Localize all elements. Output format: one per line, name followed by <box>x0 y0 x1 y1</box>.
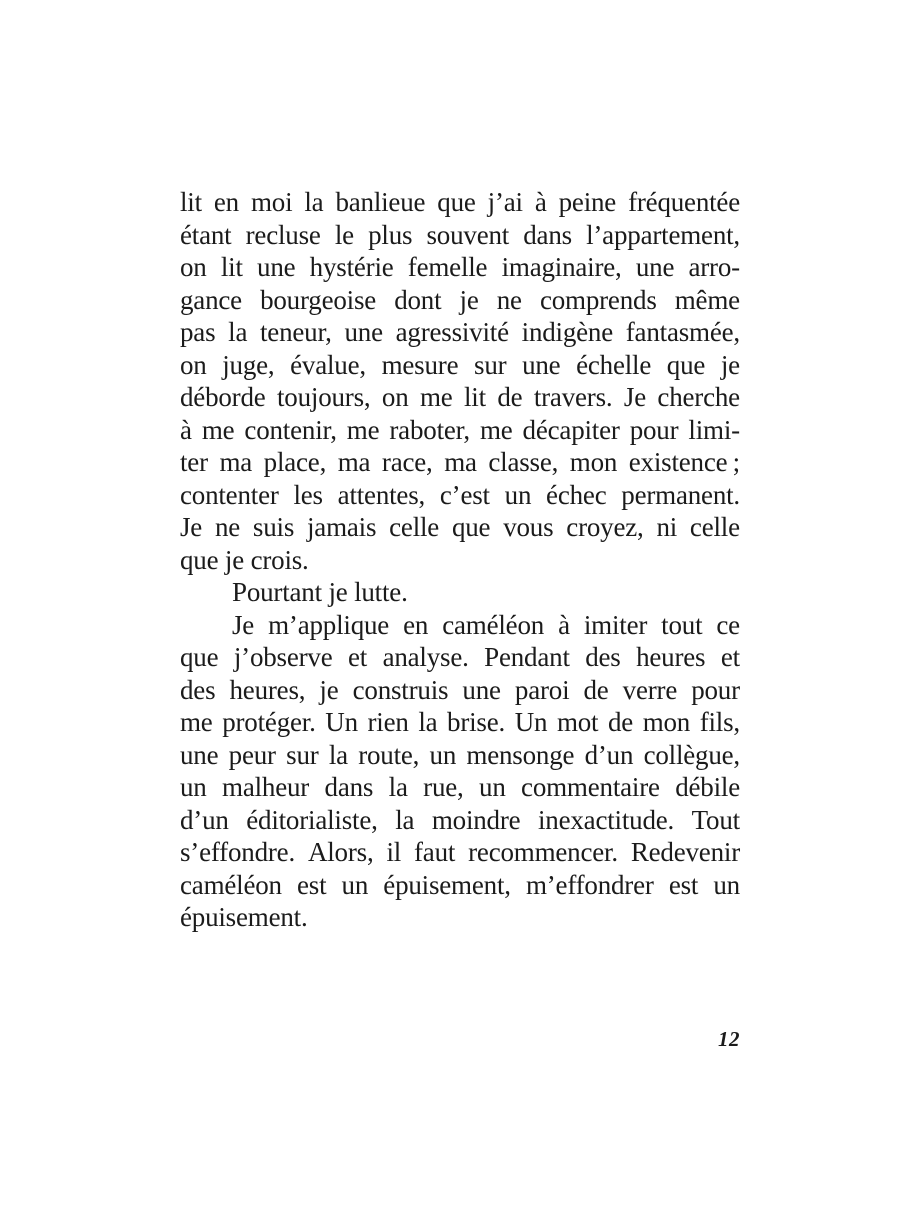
text-line: me protéger. Un rien la brise. Un mot de mon fils, <box>180 707 740 737</box>
text-line: on juge, évalue, mesure sur une échelle que je <box>180 349 740 380</box>
text-line: épuisement. <box>180 902 308 932</box>
text-line: d’un éditorialiste, la moindre inexactitude. Tout <box>180 804 740 835</box>
text-line: contenter les attentes, c’est un échec permanent. <box>180 479 740 510</box>
text-line: Pourtant je lutte. <box>232 577 408 607</box>
text-line: gance bourgeoise dont je ne comprends même <box>180 284 740 315</box>
text-block <box>180 186 740 934</box>
text-line: étant recluse le plus souvent dans l’appartement, <box>180 219 740 250</box>
text-line: Je ne suis jamais celle que vous croyez, ni celle <box>180 512 740 542</box>
text-line: à me contenir, me raboter, me décapiter pour limi- <box>180 414 740 445</box>
text-line: des heures, je construis une paroi de verre pour <box>180 674 740 705</box>
text-line: ter ma place, ma race, ma classe, mon existence ; <box>180 447 740 477</box>
text-line: Je m’applique en caméléon à imiter tout ce <box>232 609 740 640</box>
text-line: que j’observe et analyse. Pendant des heures et <box>180 642 740 672</box>
text-line: une peur sur la route, un mensonge d’un collègue, <box>180 739 740 770</box>
text-line: on lit une hystérie femelle imaginaire, une arro- <box>180 252 740 282</box>
text-line: un malheur dans la rue, un commentaire débile <box>180 772 740 802</box>
text-line: lit en moi la banlieue que j’ai à peine fréquentée <box>180 187 740 217</box>
text-line: déborde toujours, on me lit de travers. Je cherche <box>180 382 740 412</box>
page-number: 12 <box>718 1027 740 1051</box>
text-line: s’effondre. Alors, il faut recommencer. Redevenir <box>180 837 740 867</box>
text-line: que je crois. <box>180 544 309 575</box>
text-line: pas la teneur, une agressivité indigène fantasmée, <box>180 317 740 347</box>
text-line: caméléon est un épuisement, m’effondrer est un <box>180 869 740 900</box>
